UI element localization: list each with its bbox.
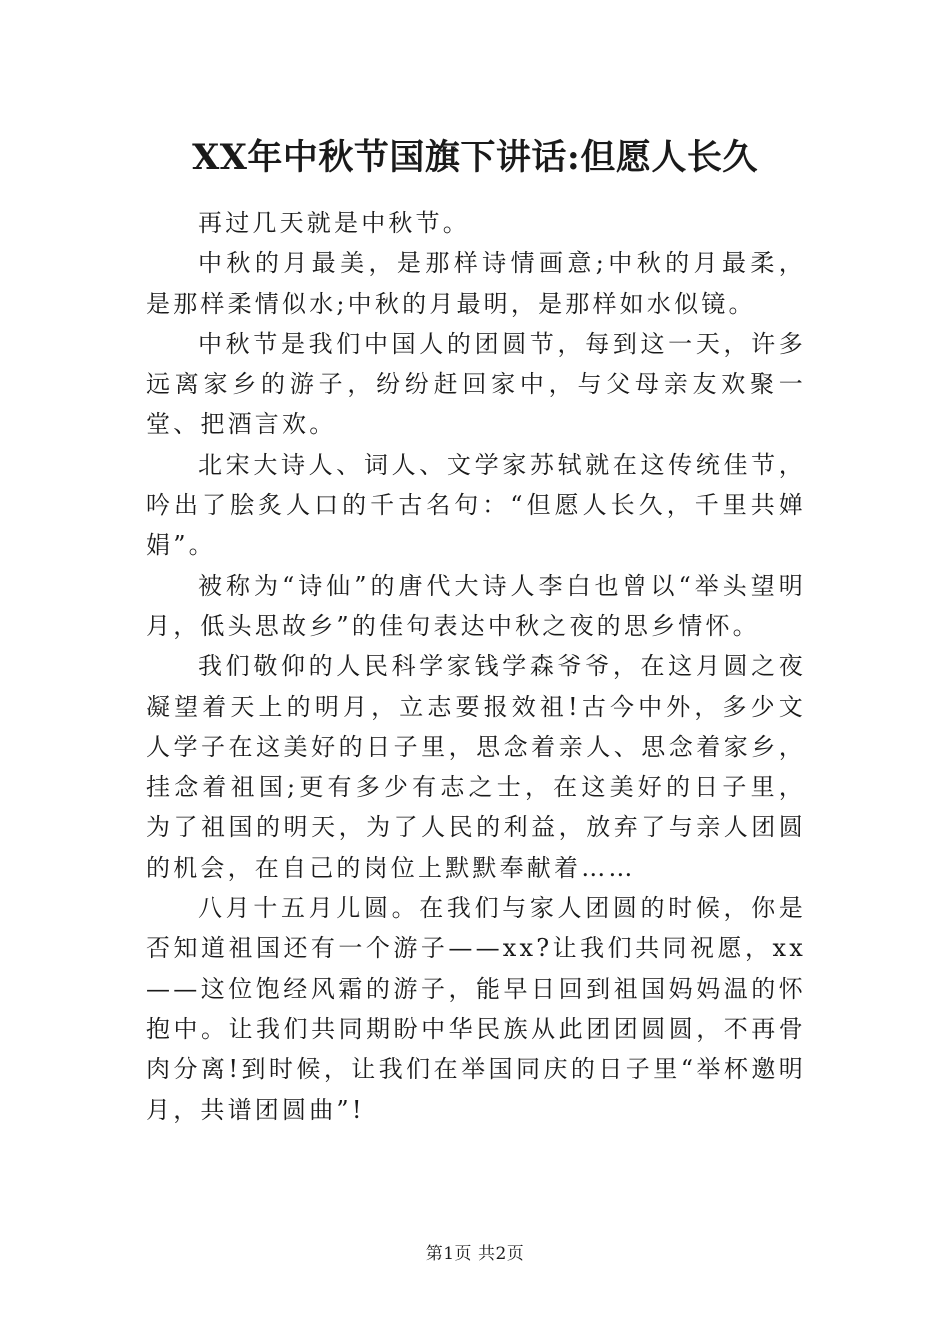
paragraph: 中秋节是我们中国人的团圆节，每到这一天，许多远离家乡的游子，纷纷赶回家中，与父母亲友欢聚一堂、把酒言欢。 [146,329,806,439]
paragraph: 北宋大诗人、词人、文学家苏轼就在这传统佳节，吟出了脍炙人口的千古名句：“但愿人长久，千里共婵娟”。 [146,450,806,560]
page-number-footer: 第1页 共2页 [425,1244,525,1264]
document-title: XX年中秋节国旗下讲话:但愿人长久 [192,137,758,178]
document-body [146,203,806,1130]
paragraph: 我们敬仰的人民科学家钱学森爷爷，在这月圆之夜凝望着天上的明月，立志要报效祖!古今中外，多少文人学子在这美好的日子里，思念着亲人、思念着家乡，挂念着祖国;更有多少有志之士，在这美好的日子里，为了祖国的明天，为了人民的利益，放弃了与亲人团圆的机会，在自己的岗位上默默奉献着…… [146,652,806,882]
paragraph: 被称为“诗仙”的唐代大诗人李白也曾以“举头望明月，低头思故乡”的佳句表达中秋之夜的思乡情怀。 [146,571,806,640]
paragraph: 中秋的月最美，是那样诗情画意;中秋的月最柔，是那样柔情似水;中秋的月最明，是那样如水似镜。 [146,249,806,318]
paragraph: 八月十五月儿圆。在我们与家人团圆的时候，你是否知道祖国还有一个游子——xx?让我们共同祝愿，xx——这位饱经风霜的游子，能早日回到祖国妈妈温的怀抱中。让我们共同期盼中华民族从此团团圆圆，不再骨肉分离!到时候，让我们在举国同庆的日子里“举杯邀明月，共谱团圆曲”! [146,894,806,1124]
paragraph: 再过几天就是中秋节。 [198,209,470,237]
